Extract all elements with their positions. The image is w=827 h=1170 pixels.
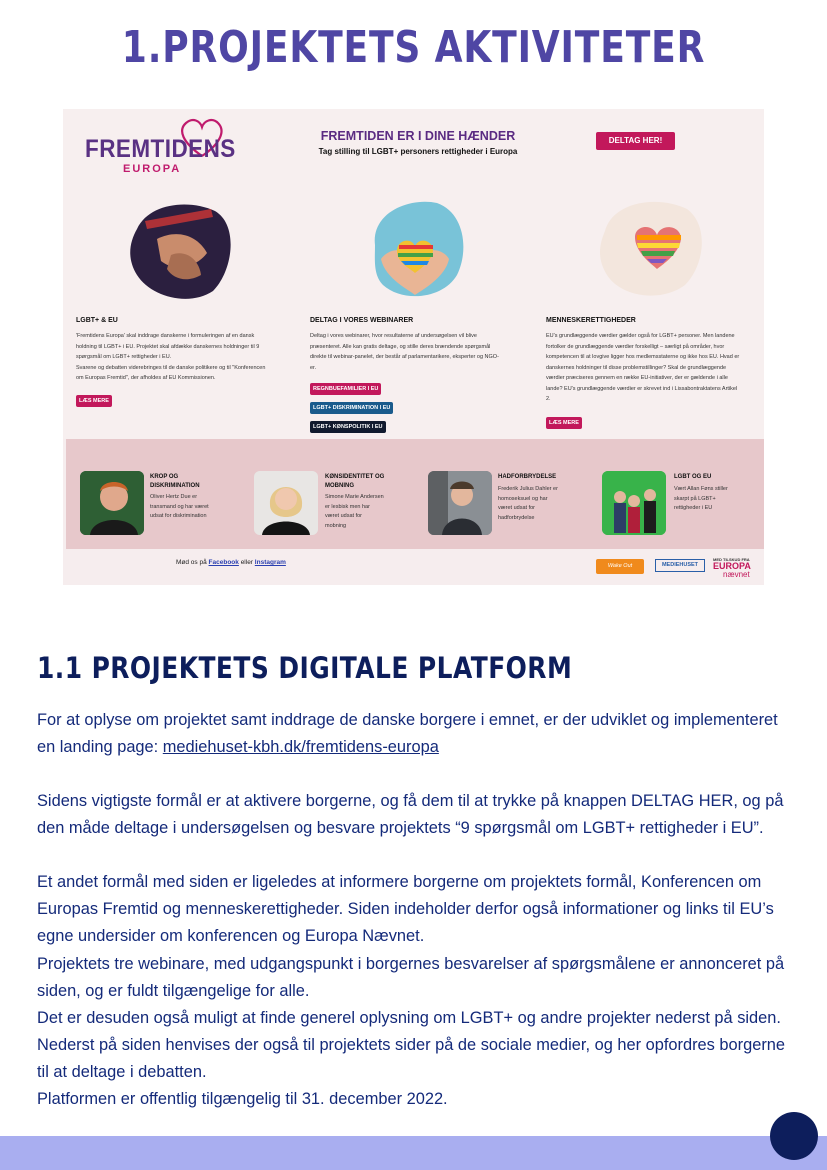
logo-name: FREMTIDENS (85, 135, 236, 163)
col2-text: Deltag i vores webinarer, hvor resultaterne af undersøgelsen vil blive præsenteret. Alle kan gratis deltage, og stille deres brændende spørgsmål direkte til webinar-panelet, der består af parlamentarikere, eksperter og NGO- er. (310, 333, 499, 371)
person1-text: Oliver Hertz Due er transmand og har været udsat for diskrimination (150, 494, 209, 519)
page-circle-button[interactable] (770, 1112, 818, 1160)
person2-heading: KØNSIDENTITET OG MOBNING (325, 474, 385, 489)
page-title: 1.PROJEKTETS AKTIVITETER (121, 22, 706, 73)
col3-heading: MENNESKERETTIGHEDER (546, 317, 636, 324)
wakeout-logo: Wake Out (596, 559, 644, 574)
paragraph-availability: Platformen er offentlig tilgængelig til 31. december 2022. (37, 1090, 448, 1108)
rainbow-heart-image (595, 195, 705, 301)
paragraph-second-purpose: Et andet formål med siden er ligeledes at informere borgerne om projektets formål, Konferencen om Europas Fremtid og menneskerettigheder. Siden indeholder derfor også informationer og links til EU’s egne undersider om konferencen og Europa Nævnet. (37, 873, 774, 946)
col1-read-more-button[interactable]: LÆS MERE (76, 395, 112, 407)
col1-heading: LGBT+ & EU (76, 317, 118, 324)
europanaevnet-logo: MED TILSKUD FRA EUROPA nævnet (713, 557, 751, 579)
facebook-link[interactable]: Facebook (208, 559, 239, 566)
social-footer: Mød os på Facebook eller Instagram (176, 559, 286, 566)
person-photo-allan (602, 471, 666, 535)
webinar-tag-discrimination[interactable]: LGBT+ DISKRIMINATION I EU (310, 402, 393, 414)
bottom-band (0, 1136, 827, 1170)
person-photo-oliver (80, 471, 144, 535)
col3-read-more-button[interactable]: LÆS MERE (546, 417, 582, 429)
hero-title: FREMTIDEN ER I DINE HÆNDER (320, 129, 516, 143)
paragraph-webinars: Projektets tre webinare, med udgangspunkt i borgernes besvarelser af spørgsmålene er annonceret på siden, og er fuldt tilgængelige for alle. (37, 955, 785, 1001)
heart-hands-image (361, 195, 469, 303)
hero-subtitle: Tag stilling til LGBT+ personers rettigheder i Europa (318, 147, 518, 156)
webinar-tag-gender-politics[interactable]: LGBT+ KØNSPOLITIK I EU (310, 421, 386, 433)
person4-text: Vært Allan Føns stiller skarpt på LGBT+ rettigheder i EU (674, 486, 728, 511)
hands-image (127, 199, 235, 301)
deltag-button[interactable]: DELTAG HER! (596, 132, 675, 150)
instagram-link[interactable]: Instagram (254, 559, 286, 566)
person-photo-simone (254, 471, 318, 535)
paragraph-intro: For at oplyse om projektet samt inddrage de danske borgere i emnet, er der udviklet og implementeret en landing page: mediehuset-kbh.dk/fremtidens-europa (37, 711, 778, 757)
landing-page-link[interactable]: mediehuset-kbh.dk/fremtidens-europa (162, 738, 439, 757)
paragraph-general-info: Det er desuden også muligt at finde generel oplysning om LGBT+ og andre projekter nederst på siden. Nederst på siden henvises der også til projektets sider på de sociale medier, og her opfordres borgerne til at deltage i debatten. (37, 1009, 786, 1082)
person2-text: Simone Marie Andersen er lesbisk men har været udsat for mobning (325, 494, 384, 529)
col2-heading: DELTAG I VORES WEBINARER (310, 317, 414, 324)
landing-page-screenshot (63, 109, 764, 585)
section-heading: 1.1 PROJEKTETS DIGITALE PLATFORM (37, 651, 573, 685)
paragraph-purpose: Sidens vigtigste formål er at aktivere borgerne, og få dem til at trykke på knappen DELTAG HER, og på den måde deltage i undersøgelsen og besvare projektets “9 spørgsmål om LGBT+ rettigheder i EU”. (37, 792, 784, 838)
webinar-tag-rainbow-families[interactable]: REGNBUEFAMILIER I EU (310, 383, 381, 395)
person1-heading: KROP OG DISKRIMINATION (150, 474, 200, 489)
person-photo-frederik (428, 471, 492, 535)
logo-sub: EUROPA (123, 163, 182, 175)
mediehuset-logo: MEDIEHUSET (655, 559, 705, 572)
person3-heading: HADFORBRYDELSE (498, 474, 557, 480)
person4-heading: LGBT OG EU (674, 474, 712, 480)
person3-text: Frederik Julius Dahler er homoseksuel og har været udsat for hadforbrydelse (498, 486, 558, 521)
col1-text: 'Fremtidens Europa' skal inddrage danskerne i formuleringen af en dansk holdning til LGBT+ i EU. Projektet skal afdække danskernes holdninger til 9 spørgsmål om LGBT+ rettigheder i EU. Svarene og debatten viderebringes til de danske politikere og til "Konferencen om Europas Fremtid", der afholdes af EU Kommissionen. (76, 333, 266, 381)
col3-text: EU's grundlæggende værdier gælder også for LGBT+ personer. Men landene fortolker de grundlæggende værdier forskelligt – særligt på områder, hvor kompetencen til at lovgive ligger hos medlemsstaterne og ikke hos EU. Hvad er danskernes holdninger til disse problemstillinger? Skal de grundlæggende værdier præciseres gennem en række EU-initiativer, der er gældende i alle lande? EU's grundlæggende værdier er skrevet ind i Lissabontraktatens Artikel 2. (546, 333, 740, 402)
